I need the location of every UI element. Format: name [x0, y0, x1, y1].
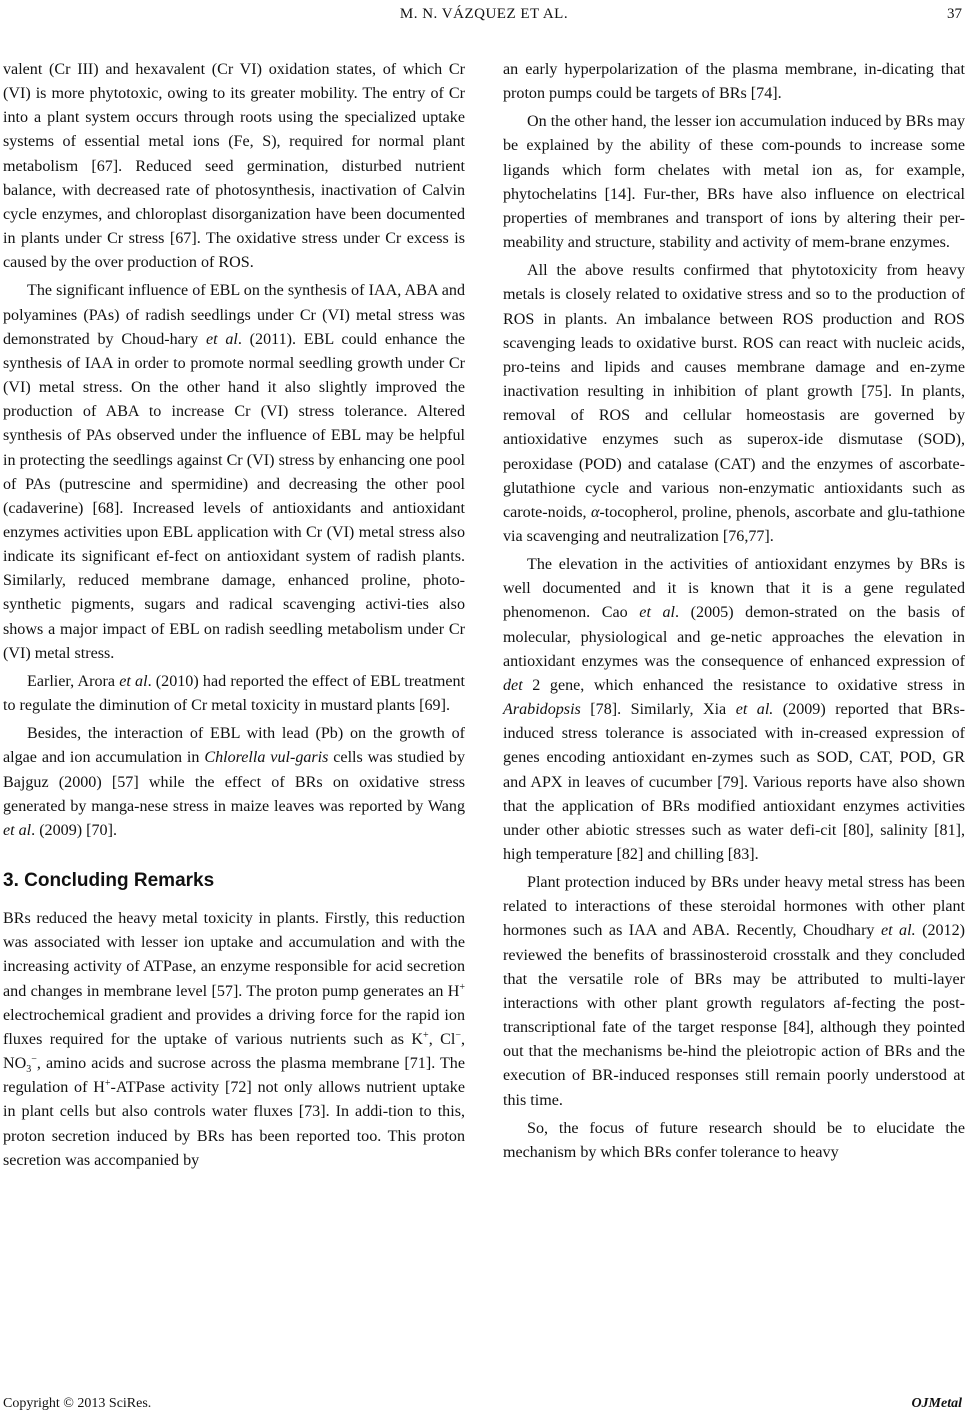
paragraph: Plant protection induced by BRs under heavy metal stress has been related to interactions of these steroidal hormones with other plant hormones such as IAA and ABA. Recently, Choudhary et al. (2012) reviewed the benefits of brassinosteroid crosstalk and they concluded that the versatile role of BRs may be attributed to multi-layer interactions with other plant growth regulators af-fecting the post-transcriptional fate of the target response [84], although they pointed out that the mechanisms be-hind the pleiotropic action of BRs and the execution of BR-induced responses still remain poorly understood at this time.	[503, 874, 965, 1109]
paragraph: valent (Cr III) and hexavalent (Cr VI) oxidation states, of which Cr (VI) is more phytotoxic, owing to its greater mobility. The entry of Cr into a plant system occurs through roots using the specialized uptake systems of essential metal ions (Fe, S), required for normal plant metabolism [67]. Reduced seed germination, disturbed nutrient balance, with decreased rate of photosynthesis, inactivation of Calvin cycle enzymes, and chloroplast disorganization have been documented in plants under Cr stress [67]. The oxidative stress under Cr excess is caused by the over production of ROS.	[3, 61, 465, 272]
paragraph: The significant influence of EBL on the synthesis of IAA, ABA and polyamines (PAs) of radish seedlings under Cr (VI) metal stress was demonstrated by Choud-hary et al. (2011). EBL could enhance the synthesis of IAA in order to promote normal seedling growth under Cr (VI) metal stress. On the other hand it also slightly improved the production of ABA to increase Cr (VI) stress tolerance. Altered synthesis of PAs observed under the influence of EBL may be helpful in protecting the seedlings against Cr (VI) stress by enhancing one pool of PAs (putrescine and spermidine) and decreasing the other pool (cadaverine) [68]. Increased levels of antioxidants and antioxidant enzymes activities upon EBL application with Cr (VI) metal stress also indicate its significant ef-fect on antioxidant system of radish plants. Similarly, reduced membrane damage, enhanced proline, photo-synthetic pigments, sugars and radical scavenging activi-ties also shows a major impact of EBL on radish seedling metabolism under Cr (VI) metal stress.	[3, 282, 466, 662]
paragraph: On the other hand, the lesser ion accumulation induced by BRs may be explained by the ability of these com-pounds to increase some ligands which form chelates with metal ion as, for example, phytochelatins [14]. Fur-ther, BRs have also influence on electrical properties of membranes and transport of ions by altering their per-meability and structure, stability and activity of mem-brane enzymes.	[503, 113, 966, 252]
paragraph: an early hyperpolarization of the plasma membrane, in-dicating that proton pumps could be targets of BRs [74].	[503, 61, 965, 103]
page-number: 37	[947, 6, 962, 22]
paragraph: So, the focus of future research should be to elucidate the mechanism by which BRs confer tolerance to heavy	[503, 1119, 965, 1161]
copyright-notice: Copyright © 2013 SciRes.	[3, 1396, 152, 1411]
left-column	[3, 58, 465, 1177]
paragraph: The elevation in the activities of antioxidant enzymes by BRs is well documented and it is known that it is a gene regulated phenomenon. Cao et al. (2005) demon-strated on the basis of molecular, physiological and ge-netic approaches the elevation in antioxidant enzymes was the consequence of enhanced expression of det 2 gene, which enhanced the resistance to oxidative stress in Arabidopsis [78]. Similarly, Xia et al. (2009) reported that BRs-induced stress tolerance is associated with in-creased expression of genes encoding antioxidant en-zymes such as SOD, CAT, POD, GR and APX in leaves of cucumber [79]. Various reports have also shown that the application of BRs modified antioxidant enzymes activities under other abiotic stresses such as water defi-cit [80], salinity [81], high temperature [82] and chilling [83].	[503, 556, 966, 863]
paragraph: Earlier, Arora et al. (2010) had reported the effect of EBL treatment to regulate the diminution of Cr metal toxicity in mustard plants [69].	[3, 672, 466, 715]
page-header	[0, 6, 968, 30]
right-column	[503, 58, 965, 1169]
paragraph: BRs reduced the heavy metal toxicity in plants. Firstly, this reduction was associated with lesser ion uptake and accumulation and with the increasing activity of ATPase, an enzyme responsible for acid secretion and changes in membrane level [57]. The proton pump generates an H+ electrochemical gradient and provides a driving force for the rapid ion fluxes required for the uptake of various nutrients such as K+, Cl−, $NO_3^-$, amino acids and sucrose across the plasma membrane [71]. The regulation of H+-ATPase activity [72] not only allows nutrient uptake in plant cells but also controls water fluxes [73]. In addi-tion to this, proton secretion induced by BRs has been reported too. This proton secretion was accompanied by	[3, 910, 466, 1169]
section-heading: 3. Concluding Remarks	[3, 870, 215, 891]
paragraph: Besides, the interaction of EBL with lead (Pb) on the growth of algae and ion accumulation in Chlorella vul-garis cells was studied by Bajguz (2000) [57] while the effect of BRs on oxidative stress generated by manga-nese stress in maize leaves was reported by Wang et al. (2009) [70].	[3, 725, 466, 839]
running-head: M. N. VÁZQUEZ ET AL.	[399, 6, 569, 22]
journal-name: OJMetal	[911, 1396, 962, 1411]
paragraph: All the above results confirmed that phytotoxicity from heavy metals is closely related to oxidative stress and so to the production of ROS in plants. An imbalance between ROS production and ROS scavenging leads to oxidative burst. ROS can react with nucleic acids, pro-teins and lipids and causes membrane damage and en-zyme inactivation resulting in inhibition of plant growth [75]. In plants, removal of ROS and cellular homeostasis are governed by antioxidative enzymes such as superox-ide dismutase (SOD), peroxidase (POD) and catalase (CAT) and the enzymes of ascorbate-glutathione cycle and various non-enzymatic antioxidants such as carote-noids, α-tocopherol, proline, phenols, ascorbate and glu-tathione via scavenging and neutralization [76,77].	[503, 262, 965, 545]
